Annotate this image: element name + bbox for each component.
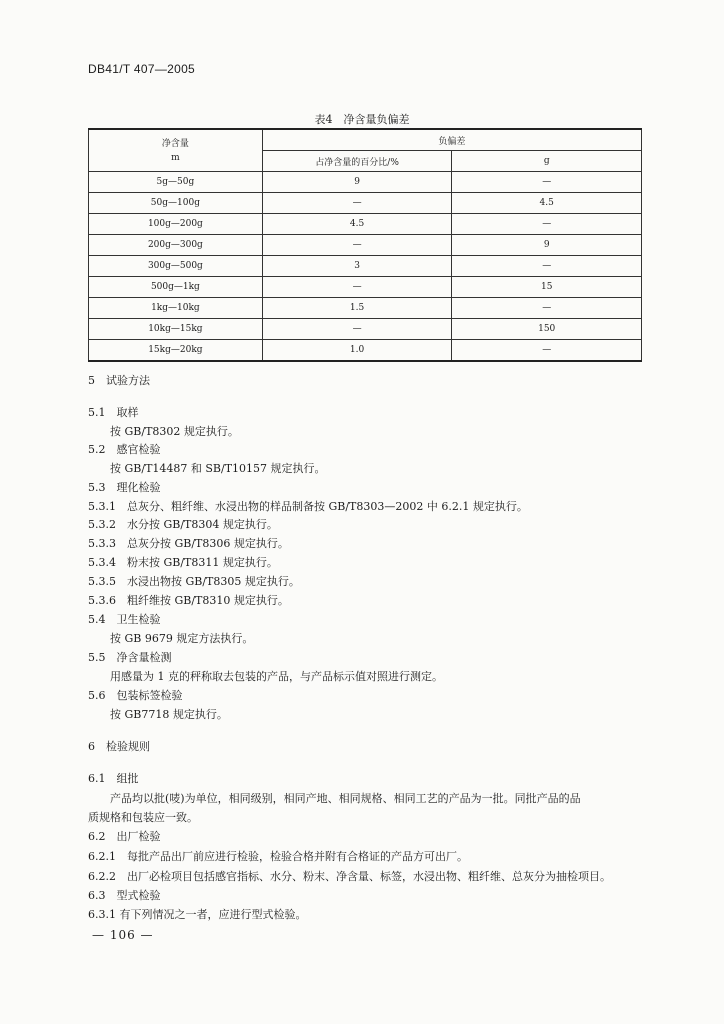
table-row bbox=[89, 298, 642, 319]
clause-5-3-2: 5.3.2 水分按 GB/T8304 规定执行。 bbox=[88, 518, 278, 531]
clause-6-2-1: 6.2.1 每批产品出厂前应进行检验，检验合格并附有合格证的产品方可出厂。 bbox=[88, 850, 468, 863]
col-header-negative-deviation: 负偏差 bbox=[262, 129, 641, 151]
col-header-grams: g bbox=[452, 151, 642, 172]
cell-grams: — bbox=[452, 256, 642, 277]
text-5-1: 按 GB/T8302 规定执行。 bbox=[110, 425, 239, 438]
cell-range: 100g—200g bbox=[89, 214, 263, 235]
table-title: 表4 净含量负偏差 bbox=[314, 113, 410, 126]
clause-6-2-2: 6.2.2 出厂必检项目包括感官指标、水分、粉末、净含量、标签，水浸出物、粗纤维、总灰分为抽检项目。 bbox=[88, 870, 611, 883]
cell-range: 15kg—20kg bbox=[89, 340, 263, 362]
col-header-percent: 占净含量的百分比/% bbox=[262, 151, 452, 172]
cell-grams: 15 bbox=[452, 277, 642, 298]
document-code: DB41/T 407—2005 bbox=[88, 62, 196, 76]
cell-grams: 4.5 bbox=[452, 193, 642, 214]
table-row bbox=[89, 235, 642, 256]
cell-percent: — bbox=[262, 235, 452, 256]
clause-5-3-4: 5.3.4 粉末按 GB/T8311 规定执行。 bbox=[88, 556, 278, 569]
table-row bbox=[89, 172, 642, 193]
cell-range: 10kg—15kg bbox=[89, 319, 263, 340]
table-row bbox=[89, 214, 642, 235]
cell-range: 500g—1kg bbox=[89, 277, 263, 298]
text-5-5: 用感量为 1 克的秤称取去包装的产品，与产品标示值对照进行测定。 bbox=[110, 670, 443, 683]
clause-5-3-5: 5.3.5 水浸出物按 GB/T8305 规定执行。 bbox=[88, 575, 300, 588]
clause-5-3-3: 5.3.3 总灰分按 GB/T8306 规定执行。 bbox=[88, 537, 289, 550]
cell-range: 1kg—10kg bbox=[89, 298, 263, 319]
cell-range: 200g—300g bbox=[89, 235, 263, 256]
text-6-1-line1: 产品均以批(唛)为单位，相同级别，相同产地、相同规格、相同工艺的产品为一批。同批产品的品 bbox=[110, 792, 581, 805]
cell-range: 5g—50g bbox=[89, 172, 263, 193]
heading-section-5: 5 试验方法 bbox=[88, 374, 150, 387]
cell-grams: — bbox=[452, 340, 642, 362]
clause-5-3-6: 5.3.6 粗纤维按 GB/T8310 规定执行。 bbox=[88, 594, 289, 607]
cell-percent: — bbox=[262, 277, 452, 298]
cell-grams: — bbox=[452, 298, 642, 319]
col-header-net-content-label: 净含量 bbox=[161, 138, 189, 149]
table-row bbox=[89, 340, 642, 362]
net-content-deviation-table bbox=[88, 128, 642, 362]
cell-percent: 3 bbox=[262, 256, 452, 277]
heading-6-2: 6.2 出厂检验 bbox=[88, 830, 161, 843]
cell-percent: 1.0 bbox=[262, 340, 452, 362]
text-5-4: 按 GB 9679 规定方法执行。 bbox=[110, 632, 254, 645]
clause-6-3-1: 6.3.1 有下列情况之一者，应进行型式检验。 bbox=[88, 908, 307, 921]
col-header-net-content bbox=[89, 129, 263, 172]
heading-6-1: 6.1 组批 bbox=[88, 772, 139, 785]
cell-range: 50g—100g bbox=[89, 193, 263, 214]
heading-5-4: 5.4 卫生检验 bbox=[88, 613, 161, 626]
text-5-2: 按 GB/T14487 和 SB/T10157 规定执行。 bbox=[110, 462, 326, 475]
heading-5-3: 5.3 理化检验 bbox=[88, 481, 161, 494]
cell-percent: — bbox=[262, 193, 452, 214]
cell-percent: 9 bbox=[262, 172, 452, 193]
heading-section-6: 6 检验规则 bbox=[88, 740, 150, 753]
cell-grams: 9 bbox=[452, 235, 642, 256]
cell-percent: — bbox=[262, 319, 452, 340]
table-row bbox=[89, 256, 642, 277]
cell-grams: 150 bbox=[452, 319, 642, 340]
heading-5-1: 5.1 取样 bbox=[88, 406, 139, 419]
cell-range: 300g—500g bbox=[89, 256, 263, 277]
cell-grams: — bbox=[452, 214, 642, 235]
text-6-1-line2: 质规格和包装应一致。 bbox=[88, 811, 198, 824]
table-row bbox=[89, 319, 642, 340]
col-header-net-content-symbol: m bbox=[171, 152, 180, 163]
heading-5-5: 5.5 净含量检测 bbox=[88, 651, 172, 664]
cell-percent: 4.5 bbox=[262, 214, 452, 235]
text-5-6: 按 GB7718 规定执行。 bbox=[110, 708, 228, 721]
cell-percent: 1.5 bbox=[262, 298, 452, 319]
cell-grams: — bbox=[452, 172, 642, 193]
heading-6-3: 6.3 型式检验 bbox=[88, 889, 161, 902]
table-row bbox=[89, 277, 642, 298]
heading-5-6: 5.6 包装标签检验 bbox=[88, 689, 183, 702]
table-row bbox=[89, 193, 642, 214]
heading-5-2: 5.2 感官检验 bbox=[88, 443, 161, 456]
page-number: — 106 — bbox=[92, 928, 154, 942]
clause-5-3-1: 5.3.1 总灰分、粗纤维、水浸出物的样品制备按 GB/T8303—2002 中 6.2.1 规定执行。 bbox=[88, 500, 528, 513]
